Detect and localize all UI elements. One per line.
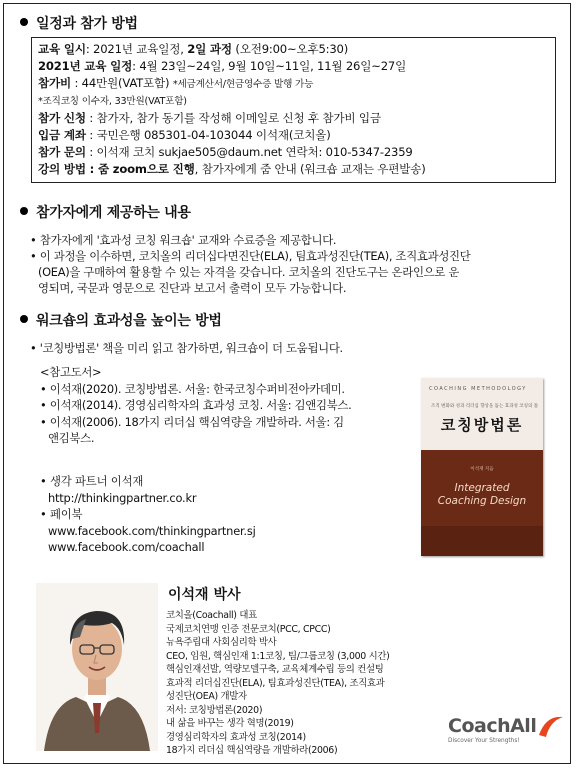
logo-slogan: Discover Your Strengths! (448, 738, 520, 744)
profile-line: 성진단(OEA) 개발자 (166, 691, 247, 702)
profile-line: 18가지 리더십 핵심역량을 개발하라(2006) (166, 745, 338, 756)
profile-details (166, 609, 446, 758)
section-title-provided: 참가자에게 제공하는 내용 (20, 202, 191, 222)
book-bottom-strip (421, 526, 543, 556)
facebook-link[interactable]: www.facebook.com/thinkingpartner.sj (48, 523, 256, 538)
book-cover-image (421, 378, 543, 556)
profile-line: 내 삶을 바꾸는 생각 혁명(2019) (166, 718, 294, 729)
info-contact: 참가 문의 : 이석재 코치 sukjae505@daum.net 연락처: 010-5347-2359 (38, 145, 413, 160)
bullet-icon (20, 207, 28, 215)
coachall-logo (444, 711, 568, 751)
link-label: • 생각 파트너 이석재 (40, 474, 144, 488)
profile-line: 뉴욕주립대 사회심리학 박사 (166, 637, 277, 648)
reference-title: <참고도서> (40, 365, 102, 379)
profile-line: 효과적 리더십진단(ELA), 팀효과성진단(TEA), 조직효과 (166, 677, 385, 689)
book-en-title: Integrated (454, 482, 510, 494)
info-date: 교육 일시: 2021년 교육일정, 2일 과정 (오전9:00~오후5:30) (38, 42, 349, 56)
profile-name: 이석재 박사 (168, 587, 241, 603)
reference-item: • 이석재(2006). 18가지 리더십 핵심역량을 개발하라. 서울: 김 (40, 414, 344, 429)
profile-line: 핵심인재선발, 역량모델구축, 교육체계수립 등의 컨설팅 (166, 664, 384, 675)
profile-line: CEO, 임원, 핵심인재 1:1코칭, 팀/그룹코칭 (3,000 시간) (166, 650, 390, 662)
effect-intro: • '코칭방법론' 책을 미리 읽고 참가하면, 워크숍이 더 도움됩니다. (30, 341, 343, 355)
bullet-icon (20, 315, 28, 323)
profile-line: 저서: 코칭방법론(2020) (166, 704, 263, 716)
contact-links (40, 473, 340, 556)
section-title-schedule: 일정과 참가 방법 (20, 13, 138, 33)
provided-line: • 참가자에게 '효과성 코칭 워크숍' 교재와 수료증을 제공합니다. (30, 233, 337, 247)
provided-line: • 이 과정을 이수하면, 코치올의 리더십다면진단(ELA), 팀효과성진단(TEA), 조직효과성진단 (30, 249, 471, 263)
section-title-effect: 워크숍의 효과성을 높이는 방법 (20, 310, 222, 330)
book-en-title: Coaching Design (437, 495, 527, 507)
link-label: • 페이북 (40, 507, 83, 521)
info-box (31, 37, 556, 183)
info-fee: 참가비 : 44만원(VAT포함) *세금계산서/현금영수증 발행 가능 (38, 76, 314, 91)
profile-photo (36, 583, 158, 751)
book-tagline: 조직 변화와 성과 리더십 향상을 돕는 효과성 코칭의 틀 (431, 404, 539, 409)
info-apply: 참가 신청 : 참가자, 참가 동기를 작성해 이메일로 신청 후 참가비 입금 (38, 110, 381, 125)
info-account: 입금 계좌 : 국민은행 085301-04-103044 이석재(코치올) (38, 127, 331, 142)
book-author: 이석재 지음 (470, 467, 494, 472)
info-method: 강의 방법 : 줌 zoom으로 진행, 참가자에게 줌 안내 (워크숍 교재는 우편발송) (38, 162, 426, 177)
facebook-link[interactable]: www.facebook.com/coachall (48, 540, 205, 554)
info-schedule: 2021년 교육 일정: 4월 23일~24일, 9월 10일~11일, 11월 26일~27일 (38, 59, 407, 74)
profile-line: 경영심리학자의 효과성 코칭(2014) (166, 731, 306, 743)
reference-item: 앤김북스. (48, 431, 95, 445)
provided-line: (OEA)을 구매하여 활용할 수 있는 자격을 갖습니다. 코치올의 진단도구는 온라인으로 운 (38, 265, 460, 279)
book-title: 코칭방법론 (440, 416, 524, 434)
book-series: COACHING METHODOLOGY (429, 386, 527, 392)
profile-line: 국제코치연맹 인증 전문코치(PCC, CPCC) (166, 623, 331, 635)
website-link[interactable]: http://thinkingpartner.co.kr (48, 490, 197, 505)
logo-swoosh-icon (536, 713, 566, 741)
reference-list (40, 364, 410, 447)
reference-item: • 이석재(2014). 경영심리학자의 효과성 코칭. 서울: 김앤김북스. (40, 398, 352, 412)
profile-line: 코치올(Coachall) 대표 (166, 610, 257, 621)
bullet-icon (20, 18, 28, 26)
info-org-note: *조직코칭 이수자, 33만원(VAT포함) (38, 95, 187, 107)
logo-wordmark: CoachAll (448, 715, 537, 737)
provided-line: 영되며, 국문과 영문으로 진단과 보고서 출력이 모두 가능합니다. (38, 281, 347, 295)
provided-text (30, 232, 560, 296)
reference-item: • 이석재(2020). 코칭방법론. 서울: 한국코칭수퍼비전아카데미. (40, 381, 345, 396)
